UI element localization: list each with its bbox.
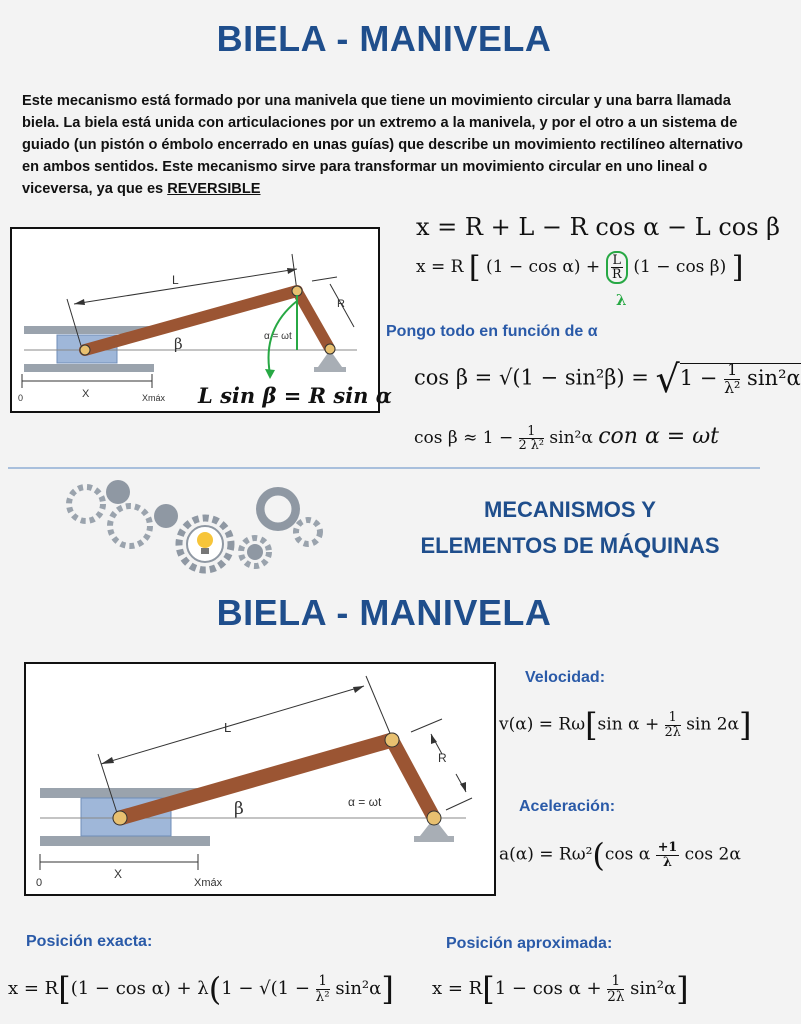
label-zero: 0 bbox=[18, 393, 24, 403]
lambda-label: λ bbox=[616, 291, 627, 309]
acceleration-label: Aceleración: bbox=[519, 798, 616, 815]
equation-position-approx: x = R[1 − cos α + $\frac{1}{2\lambda}$ sin²α] bbox=[432, 970, 689, 1008]
label-L: L bbox=[172, 273, 179, 287]
position-approx-label: Posición aproximada: bbox=[446, 935, 613, 952]
label-alpha: α = ωt bbox=[264, 331, 292, 342]
intro-emphasis: REVERSIBLE bbox=[167, 181, 261, 197]
label-xmax-bottom: Xmáx bbox=[194, 877, 223, 889]
equation-velocity: v(α) = Rω[sin α + $\frac{1}{2\lambda}$ sin 2α] bbox=[499, 706, 752, 744]
equation-position-exact: x = R[(1 − cos α) + λ(1 − √(1 − $\frac{1}{\text{λ²}}$ sin²α] bbox=[8, 970, 394, 1008]
equation-cos-beta-approx: cos β ≈ 1 − $\frac{1}{\text{2 λ²}}$ sin²α con α = ωt bbox=[414, 423, 720, 453]
equation-cos-beta: cos β = √(1 − sin²β) = √1 − $\frac{1}{\text{λ²}}$ sin²α bbox=[414, 357, 801, 401]
equation-acceleration: a(α) = Rω²(cos α $\frac{+1}{\lambda}$ cos 2α bbox=[499, 836, 741, 874]
banner-line2: ELEMENTOS DE MÁQUINAS bbox=[420, 533, 720, 558]
banner-line1: MECANISMOS Y bbox=[484, 497, 656, 522]
label-alpha-bottom: α = ωt bbox=[348, 795, 382, 809]
lightbulb-icon bbox=[197, 532, 213, 548]
eq2-part2: (1 − cos β) bbox=[633, 257, 727, 277]
intro-text: Este mecanismo está formado por una manivela que tiene un movimiento circular y una barra llamada biela. La biela está unida con articulaciones por un extremo a la manivela, y por el otro a un sistema de guiado (un pistón o émbolo encerrado en unas guías) que describe un movimiento rectilíneo alternativo en ambos sentidos. Este mecanismo sirve para transformar un movimiento circular en uno lineal o viceversa, ya que es bbox=[22, 93, 743, 197]
eq2-part1: (1 − cos α) + bbox=[485, 257, 601, 277]
crank-diagram-bottom bbox=[24, 662, 496, 896]
equation-position-sum: x = R + L − R cos α − L cos β bbox=[416, 213, 781, 241]
label-xmax: Xmáx bbox=[142, 393, 166, 403]
page-title: BIELA - MANIVELA bbox=[216, 18, 552, 59]
note-function-of-alpha: Pongo todo en función de α bbox=[386, 323, 598, 340]
sine-relation: L sin β = R sin α bbox=[198, 383, 392, 408]
label-L-bottom: L bbox=[224, 720, 232, 735]
label-R-bottom: R bbox=[438, 751, 447, 765]
alpha-condition: con α = ωt bbox=[598, 424, 720, 449]
equation-position-factored: x = R [ (1 − cos α) + $\frac{L}{R}$ (1 − cos β) ] bbox=[416, 250, 744, 285]
label-x: X bbox=[82, 388, 90, 400]
label-x-bottom: X bbox=[114, 867, 123, 881]
position-exact-label: Posición exacta: bbox=[26, 933, 153, 950]
label-R: R bbox=[337, 298, 345, 310]
eq2-lhs: x = R bbox=[416, 257, 464, 277]
label-beta: β bbox=[174, 335, 183, 353]
section-divider bbox=[8, 467, 760, 469]
label-beta-bottom: β bbox=[234, 799, 244, 819]
section2-title: BIELA - MANIVELA bbox=[216, 592, 552, 633]
intro-paragraph bbox=[22, 90, 762, 200]
ratio-L-over-R: $\frac{L}{R}$ bbox=[606, 251, 628, 285]
crank-diagram-top bbox=[10, 227, 392, 413]
gears-illustration bbox=[60, 474, 330, 584]
velocity-label: Velocidad: bbox=[525, 669, 606, 686]
label-zero-bottom: 0 bbox=[36, 877, 43, 889]
